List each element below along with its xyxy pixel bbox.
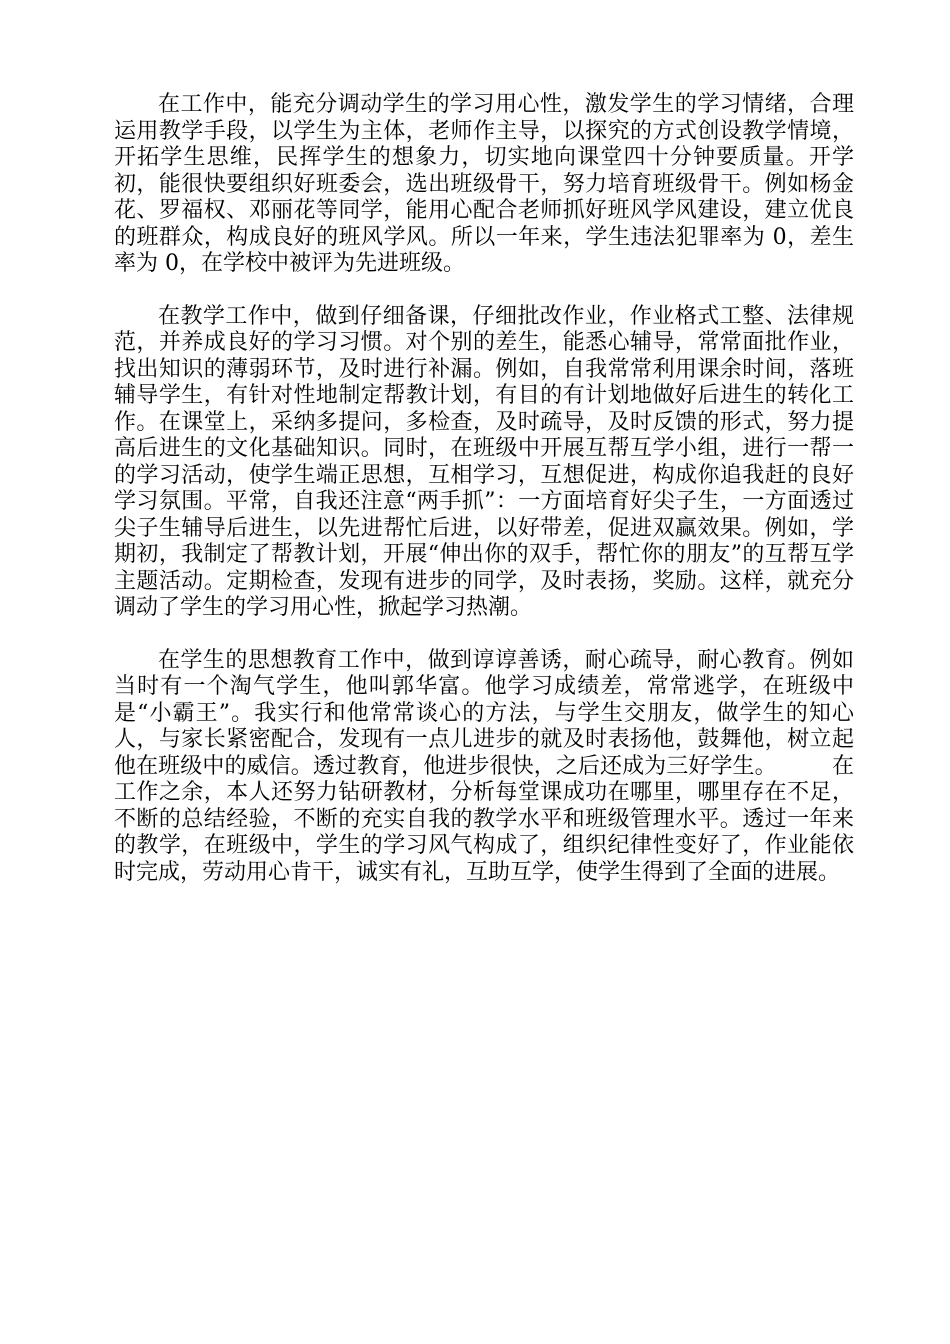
paragraph-class-management: 在工作中，能充分调动学生的学习用心性，激发学生的学习情绪，合理运用教学手段，以学生为主体，老师作主导，以探究的方式创设教学情境，开拓学生思维，民挥学生的想象力，切实地向课堂四十分钟要质量。开学初，能很快要组织好班委会，选出班级骨干，努力培育班级骨干。例如杨金花、罗福权、邓丽花等同学，能用心配合老师抓好班风学风建设，建立优良的班群众，构成良好的班风学风。所以一年来，学生违法犯罪率为 0，差生率为 0，在学校中被评为先进班级。: [114, 92, 854, 276]
paragraph-moral-education: 在学生的思想教育工作中，做到谆谆善诱，耐心疏导，耐心教育。例如当时有一个淘气学生，他叫郭华富。他学习成绩差，常常逃学，在班级中是“小霸王”。我实行和他常常谈心的方法，与学生交朋友，做学生的知心人，与家长紧密配合，发现有一点儿进步的就及时表扬他，鼓舞他，树立起他在班级中的威信。透过教育，他进步很快，之后还成为三好学生。 在工作之余，本人还努力钻研教材，分析每堂课成功在哪里，哪里存在不足，不断的总结经验，不断的充实自我的教学水平和班级管理水平。透过一年来的教学，在班级中，学生的学习风气构成了，组织纪律性变好了，作业能依时完成，劳动用心肯干，诚实有礼，互助互学，使学生得到了全面的进展。: [114, 647, 854, 885]
document-body: [114, 92, 854, 912]
paragraph-teaching-work: 在教学工作中，做到仔细备课，仔细批改作业，作业格式工整、法律规范，并养成良好的学习习惯。对个别的差生，能悉心辅导，常常面批作业，找出知识的薄弱环节，及时进行补漏。例如，自我常常利用课余时间，落班辅导学生，有针对性地制定帮教计划，有目的有计划地做好后进生的转化工作。在课堂上，采纳多提问，多检查，及时疏导，及时反馈的形式，努力提高后进生的文化基础知识。同时，在班级中开展互帮互学小组，进行一帮一的学习活动，使学生端正思想，互相学习，互想促进，构成你追我赶的良好学习氛围。平常，自我还注意“两手抓”：一方面培育好尖子生，一方面透过尖子生辅导后进生，以先进帮忙后进，以好带差，促进双赢效果。例如，学期初，我制定了帮教计划，开展“伸出你的双手，帮忙你的朋友”的互帮互学主题活动。定期检查，发现有进步的同学，及时表扬，奖励。这样，就充分调动了学生的学习用心性，掀起学习热潮。: [114, 303, 854, 620]
